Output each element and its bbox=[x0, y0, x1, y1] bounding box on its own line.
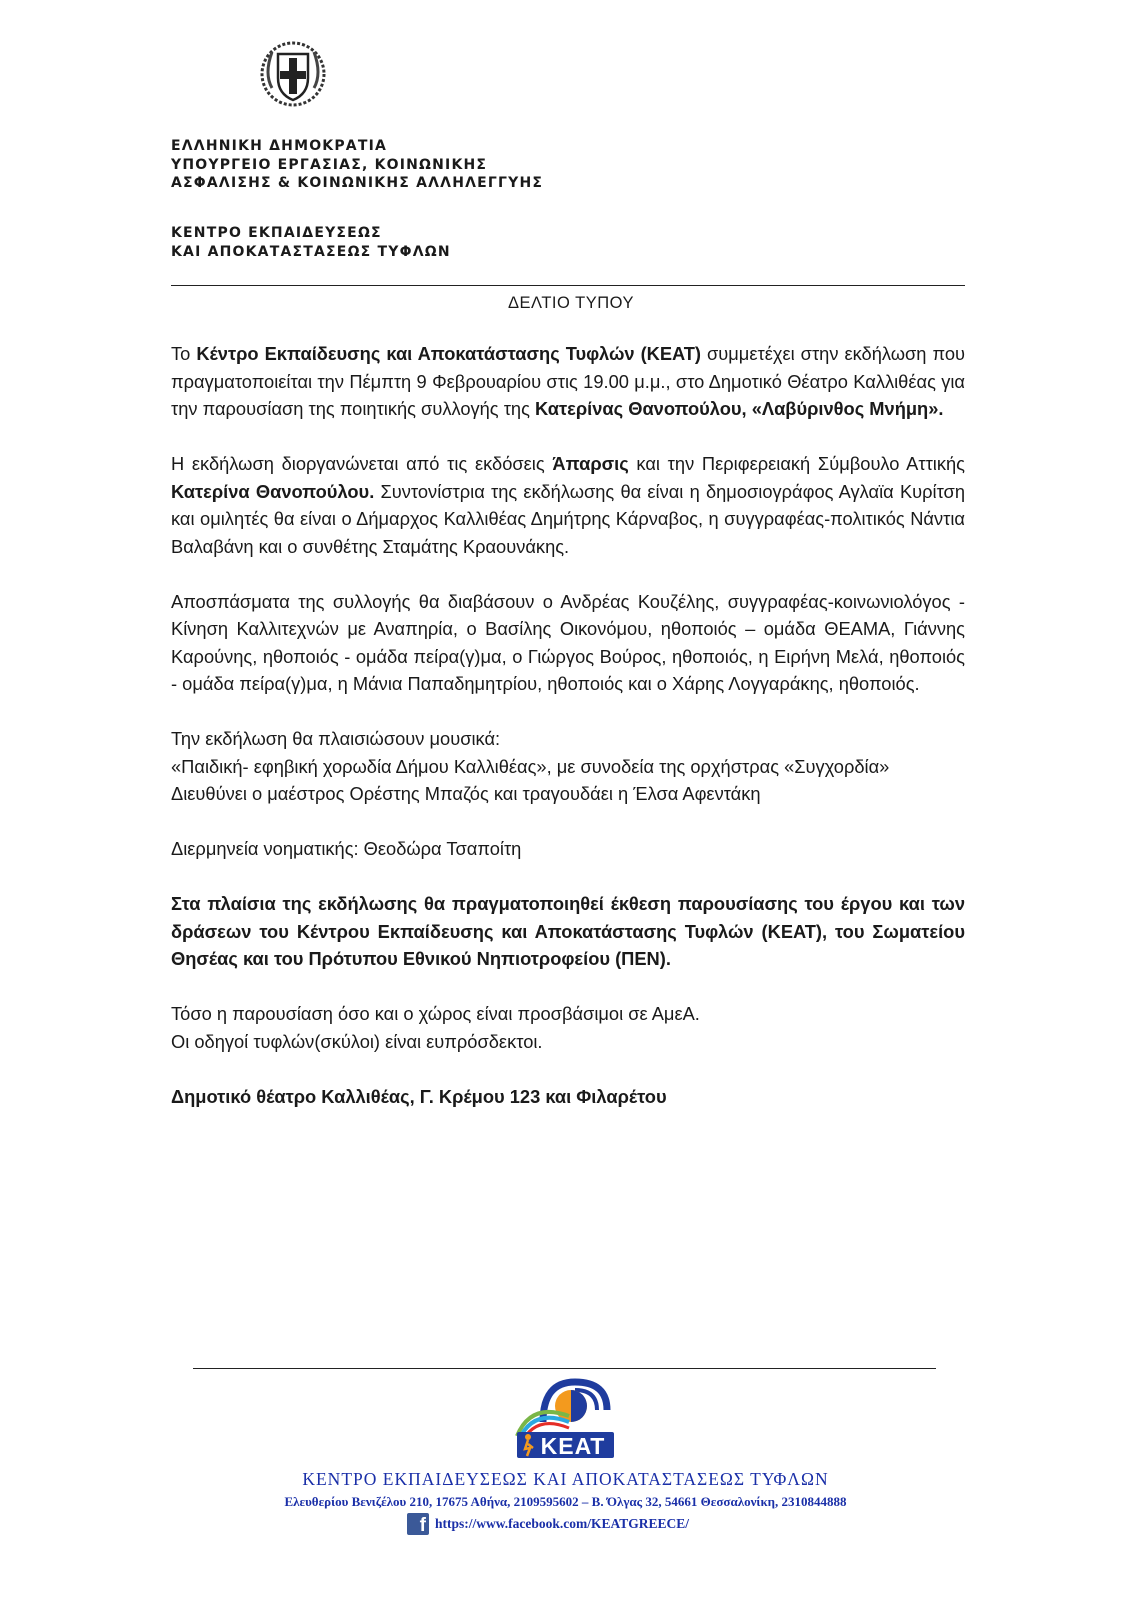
text-line: Οι οδηγοί τυφλών(σκύλοι) είναι ευπρόσδεκτοι. bbox=[171, 1030, 543, 1052]
bold-text-run: Άπαρσις bbox=[552, 453, 629, 474]
text-line: Διευθύνει ο μαέστρος Ορέστης Μπαζός και τραγουδάει η Έλσα Αφεντάκη bbox=[171, 783, 761, 804]
text-line: Την εκδήλωση θα πλαισιώσουν μουσικά: bbox=[171, 728, 501, 749]
text-run: Το bbox=[171, 343, 197, 364]
paragraph-exhibition bbox=[171, 890, 965, 973]
paragraph-intro bbox=[171, 340, 965, 423]
footer-facebook bbox=[407, 1512, 689, 1536]
footer-divider bbox=[193, 1368, 936, 1369]
paragraph-sign-language: Διερμηνεία νοηματικής: Θεοδώρα Τσαποίτη bbox=[171, 838, 522, 859]
ministry-line: ΑΣΦΑΛΙΣΗΣ & ΚΟΙΝΩΝΙΚΗΣ ΑΛΛΗΛΕΓΓΥΗΣ bbox=[171, 175, 544, 191]
ministry-line: ΕΛΛΗΝΙΚΗ ΔΗΜΟΚΡΑΤΙΑ bbox=[171, 138, 388, 154]
paragraph-music bbox=[171, 725, 965, 808]
text-line: «Παιδική- εφηβική χορωδία Δήμου Καλλιθέας», με συνοδεία της ορχήστρας «Συγχορδία» bbox=[171, 755, 890, 777]
center-line: ΚΕΝΤΡΟ ΕΚΠΑΙΔΕΥΣΕΩΣ bbox=[171, 225, 382, 241]
bold-text-run: Κέντρο Εκπαίδευσης και Αποκατάστασης Τυφλών (ΚΕΑΤ) bbox=[196, 343, 701, 364]
center-header bbox=[171, 224, 451, 261]
paragraph-accessibility bbox=[171, 1000, 965, 1055]
keat-logo-text: ΚΕΑΤ bbox=[540, 1433, 606, 1459]
page-title: ΔΕΛΤΙΟ ΤΥΠΟΥ bbox=[508, 294, 634, 312]
paragraph-organizers bbox=[171, 450, 965, 560]
text-run: συμμετέχει στην εκδήλωση που πραγματοποιείται την Πέμπτη 9 Φεβρουαρίου στις 19.00 μ.μ., στο Δημοτικό Θέατρο Καλλιθέας για την παρουσίαση της ποιητικής συλλογής της bbox=[171, 343, 965, 419]
center-line: ΚΑΙ ΑΠΟΚΑΤΑΣΤΑΣΕΩΣ ΤΥΦΛΩΝ bbox=[171, 243, 451, 260]
keat-logo-icon bbox=[513, 1376, 618, 1460]
ministry-header bbox=[171, 137, 543, 193]
paragraph-readers: Αποσπάσματα της συλλογής θα διαβάσουν ο Ανδρέας Κουζέλης, συγγραφέας-κοινωνιολόγος - Κίνηση Καλλιτεχνών με Αναπηρία, ο Βασίλης Οικονόμου, ηθοποιός – ομάδα ΘΕΑΜΑ, Γιάννης Καρούνης, ηθοποιός - ομάδα πείρα(γ)μα, ο Γιώργος Βούρος, ηθοποιός, η Ειρήνη Μελά, ηθοποιός - ομάδα πείρα(γ)μα, η Μάνια Παπαδημητρίου, ηθοποιός και ο Χάρης Λογγαράκης, ηθοποιός. bbox=[171, 590, 965, 694]
bold-text-run: Δημοτικό θέατρο Καλλιθέας, Γ. Κρέμου 123 και Φιλαρέτου bbox=[171, 1085, 667, 1107]
text-run: Η εκδήλωση διοργανώνεται από τις εκδόσεις bbox=[171, 453, 553, 474]
header-divider bbox=[171, 285, 965, 286]
bold-text-run: Κατερίνας Θανοπούλου, «Λαβύρινθος Μνήμη». bbox=[534, 398, 944, 419]
text-line: Τόσο η παρουσίαση όσο και ο χώρος είναι προσβάσιμοι σε ΑμεΑ. bbox=[171, 1003, 700, 1024]
bold-text-run: Στα πλαίσια της εκδήλωσης θα πραγματοποιηθεί έκθεση παρουσίασης του έργου και των δράσεων του Κέντρου Εκπαίδευσης και Αποκατάστασης Τυφλών (ΚΕΑΤ), του Σωματείου Θησέας και του Πρότυπου Εθνικού Νηπιοτροφείου (ΠΕΝ). bbox=[171, 893, 965, 969]
paragraph-venue bbox=[171, 1083, 965, 1111]
text-run: και την Περιφερειακή Σύμβουλο Αττικής bbox=[628, 453, 965, 474]
text-run: Συντονίστρια της εκδήλωσης θα είναι η δημοσιογράφος Αγλαϊα Κυρίτση και ομιλητές θα είναι ο Δήμαρχος Καλλιθέας Δημήτρης Κάρναβος, η συγγραφέας-πολιτικός Νάντια Βαλαβάνη και ο συνθέτης Σταμάτης Κραουνάκης. bbox=[171, 480, 966, 557]
footer-org-name: ΚΕΝΤΡΟ ΕΚΠΑΙΔΕΥΣΕΩΣ ΚΑΙ ΑΠΟΚΑΤΑΣΤΑΣΕΩΣ ΤΥΦΛΩΝ bbox=[302, 1469, 829, 1489]
facebook-icon[interactable]: f bbox=[407, 1513, 429, 1535]
press-release-body bbox=[171, 340, 965, 1138]
ministry-line: ΥΠΟΥΡΓΕΙΟ ΕΡΓΑΣΙΑΣ, ΚΟΙΝΩΝΙΚΗΣ bbox=[171, 156, 488, 173]
greek-emblem-icon bbox=[258, 38, 328, 108]
facebook-link[interactable]: https://www.facebook.com/KEATGREECE/ bbox=[435, 1516, 690, 1531]
footer-address: Ελευθερίου Βενιζέλου 210, 17675 Αθήνα, 2109595602 – Β. Όλγας 32, 54661 Θεσσαλονίκη, 2310844888 bbox=[284, 1494, 847, 1509]
bold-text-run: Κατερίνα Θανοπούλου. bbox=[171, 480, 375, 502]
